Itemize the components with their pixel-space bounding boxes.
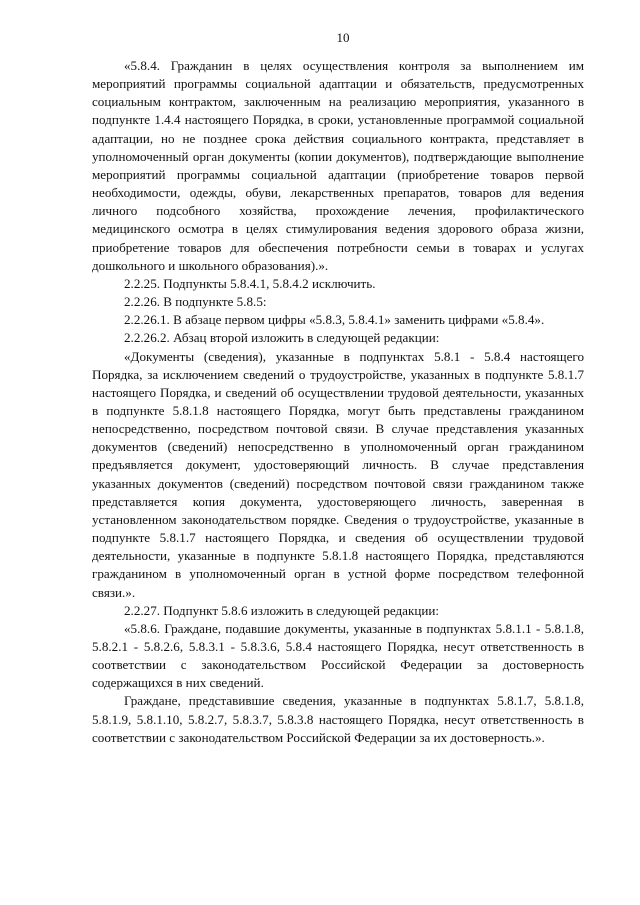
document-page (92, 30, 584, 747)
paragraph-2-2-26: 2.2.26. В подпункте 5.8.5: (124, 294, 267, 310)
paragraph-2-2-25: 2.2.25. Подпункты 5.8.4.1, 5.8.4.2 исключить. (124, 275, 376, 291)
paragraph-2-2-27: 2.2.27. Подпункт 5.8.6 изложить в следующей редакции: (124, 602, 440, 618)
paragraph-5-8-6-second: Граждане, представившие сведения, указанные в подпунктах 5.8.1.7, 5.8.1.8, 5.8.1.9, 5.8.1.10, 5.8.2.7, 5.8.3.7, 5.8.3.8 настоящего Порядка, несут ответственность в соответствии с законодательством Российской Федерации за их достоверность.». (92, 693, 584, 745)
paragraph-5-8-5-new-text: «Документы (сведения), указанные в подпунктах 5.8.1 - 5.8.4 настоящего Порядка, за исключением сведений о трудоустройстве, указанных в подпункте 5.8.1.7 настоящего Порядка, и сведений об осуществлении трудовой деятельности, указанных в подпункте 5.8.1.8 настоящего Порядка, могут быть представлены гражданином непосредственно, посредством почтовой связи. В случае представления указанных документов (сведений) непосредственно в уполномоченный орган гражданином предъявляется документ, удостоверяющий личность. В случае представления указанных документов (сведений) посредством почтовой связи гражданином также представляется копия документа, удостоверяющего личность, заверенная в установленном законодательством порядке. Сведения о трудоустройстве, указанные в подпункте 5.8.1.7 настоящего Порядка, и сведения об осуществлении трудовой деятельности, указанные в подпункте 5.8.1.8 настоящего Порядка, представляются гражданином в уполномоченный орган в устной форме посредством телефонной связи.». (92, 348, 584, 600)
paragraph-2-2-26-2: 2.2.26.2. Абзац второй изложить в следующей редакции: (124, 330, 440, 346)
page-number: 10 (336, 30, 350, 45)
paragraph-5-8-6-text: «5.8.6. Граждане, подавшие документы, указанные в подпунктах 5.8.1.1 - 5.8.1.8, 5.8.2.1 - 5.8.2.6, 5.8.3.1 - 5.8.3.6, 5.8.4 настоящего Порядка, несут ответственность в соответствии с законодательством Российской Федерации за достоверность содержащихся в них сведений. (92, 620, 584, 691)
paragraph-5-8-4-text: «5.8.4. Гражданин в целях осуществления контроля за выполнением им мероприятий программы социальной адаптации и обязательств, предусмотренных социальным контрактом, заключенным на реализацию мероприятия, указанного в подпункте 1.4.4 настоящего Порядка, в сроки, установленные программой социальной адаптации, но не позднее срока действия социального контракта, представляет в уполномоченный орган документы (копии документов), подтверждающие выполнение мероприятий программы социальной адаптации (приобретение товаров первой необходимости, одежды, обуви, лекарственных препаратов, товаров для ведения личного подсобного хозяйства, прохождение лечения, профилактического медицинского осмотра в целях стимулирования ведения здорового образа жизни, приобретение товаров для обеспечения потребности семьи в товарах и услугах дошкольного и школьного образования).». (92, 58, 584, 273)
paragraph-2-2-26-1: 2.2.26.1. В абзаце первом цифры «5.8.3, 5.8.4.1» заменить цифрами «5.8.4». (124, 312, 545, 328)
